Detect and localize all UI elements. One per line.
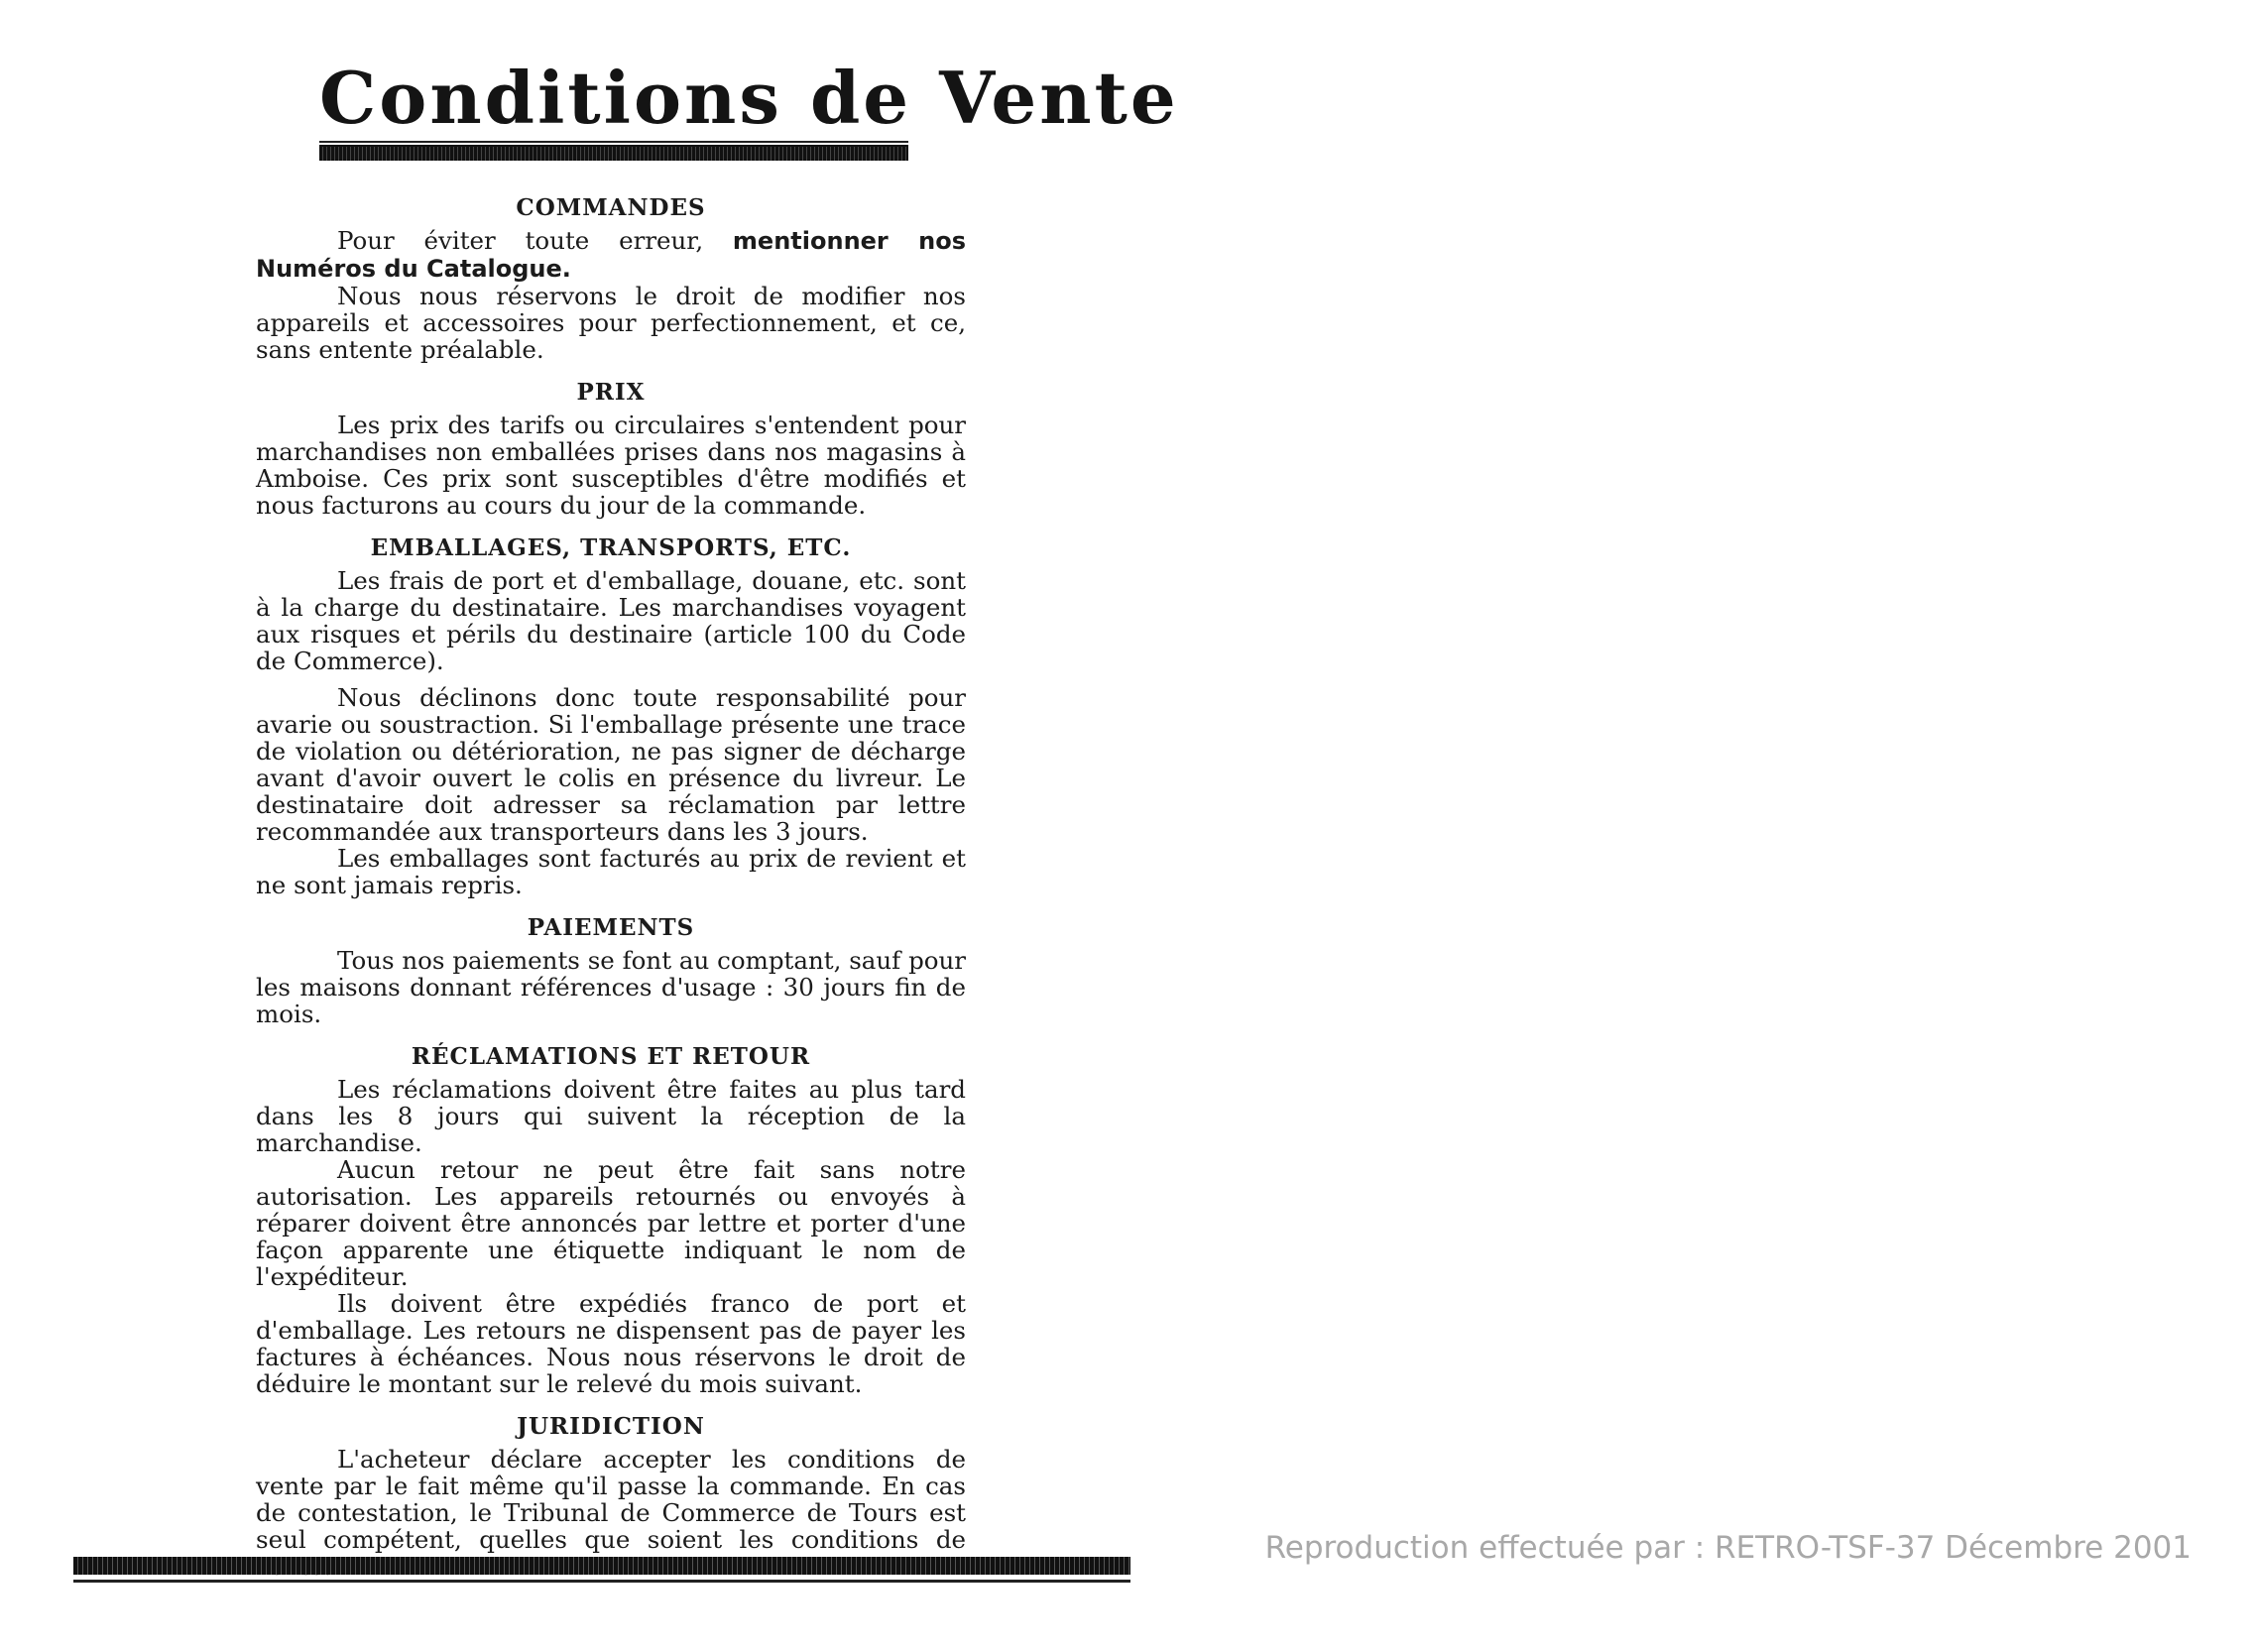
section-heading: JURIDICTION (517, 1413, 705, 1440)
paragraph-text: Ils doivent être expédiés franco de port et d'emballage. Les retours ne dispensent pas de payer les factures à échéances. Nous nous réservons le droit de déduire le montant sur le relevé du mois suivant. (256, 1289, 966, 1398)
section-juridiction (256, 1413, 966, 1580)
paragraph (256, 1156, 966, 1290)
section-prix (256, 379, 966, 519)
paragraph-text: Pour éviter toute erreur, (337, 226, 733, 255)
paragraph-text: Les frais de port et d'emballage, douane, etc. sont à la charge du destinataire. Les marchandises voyagent aux risques et périls du destinaire (article 100 du Code de Commerce). (256, 566, 966, 675)
section-heading: RÉCLAMATIONS ET RETOUR (411, 1043, 811, 1070)
conditions-text-column (256, 194, 966, 1595)
paragraph (256, 1290, 966, 1397)
section-commandes (256, 194, 966, 363)
paragraph-text: Aucun retour ne peut être fait sans notre autorisation. Les appareils retournés ou envoyés à réparer doivent être annoncés par lettre et porter d'une façon apparente une étiquette indiquant le nom de l'expéditeur. (256, 1155, 966, 1291)
paragraph (256, 227, 966, 283)
section-reclamations (256, 1043, 966, 1397)
section-emballages (256, 534, 966, 898)
section-heading: PAIEMENTS (527, 914, 695, 941)
paragraph (256, 845, 966, 898)
paragraph (256, 412, 966, 519)
paragraph (256, 283, 966, 363)
bottom-decorative-rule (73, 1557, 1130, 1575)
paragraph-text: L'acheteur déclare accepter les conditions de vente par le fait même qu'il passe la commande. En cas de contestation, le Tribunal de Commerce de Tours est seul compétent, quelles que soient les conditions de (256, 1445, 966, 1554)
paragraph-text: Les emballages sont facturés au prix de revient et ne sont jamais repris. (256, 844, 966, 899)
title-underline-rule (319, 145, 908, 161)
section-heading: COMMANDES (516, 194, 706, 221)
paragraph (256, 1076, 966, 1156)
paragraph (256, 567, 966, 674)
paragraph-text: Nous déclinons donc toute responsabilité pour avarie ou soustraction. Si l'emballage présente une trace de violation ou détérioration, ne pas signer de décharge avant d'avoir ouvert le colis en présence du livreur. Le destinataire doit adresser sa réclamation par lettre recommandée aux transporteurs dans les 3 jours. (256, 683, 966, 846)
section-heading: PRIX (576, 379, 646, 406)
paragraph-text: Les réclamations doivent être faites au plus tard dans les 8 jours qui suivent la réception de la marchandise. (256, 1075, 966, 1157)
paragraph-text: Nous nous réservons le droit de modifier nos appareils et accessoires pour perfectionnement, et ce, sans entente préalable. (256, 282, 966, 364)
section-paiements (256, 914, 966, 1027)
paragraph-text: Les prix des tarifs ou circulaires s'entendent pour marchandises non emballées prises dans nos magasins à Amboise. Ces prix sont susceptibles d'être modifiés et nous facturons au cours du jour de la commande. (256, 411, 966, 520)
paragraph-emphasis: mentionner nos Numéros du Catalogue. (256, 227, 966, 283)
paragraph-text: Tous nos paiements se font au comptant, sauf pour les maisons donnant références d'usage : 30 jours fin de mois. (256, 946, 966, 1028)
reproduction-credit: Reproduction effectuée par : RETRO-TSF-37 Décembre 2001 (1264, 1530, 2192, 1566)
paragraph (256, 947, 966, 1027)
page-title: Conditions de Vente (319, 56, 1179, 140)
paragraph (256, 684, 966, 845)
section-heading: EMBALLAGES, TRANSPORTS, ETC. (370, 534, 852, 561)
